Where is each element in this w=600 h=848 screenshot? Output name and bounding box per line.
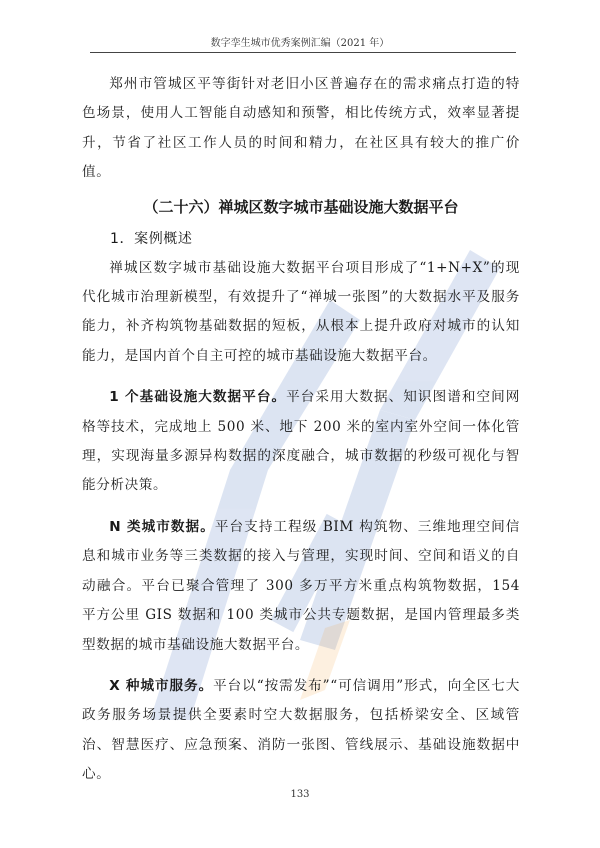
overview-paragraph: 禅城区数字城市基础设施大数据平台项目形成了“1+N+X”的现代化城市治理新模型，有效提升了“禅城一张图”的大数据水平及服务能力，补齐构筑物基础数据的短板，从根本上提升政府对城市的认知能力，是国内首个自主可控的城市基础设施大数据平台。 [82, 259, 520, 364]
platform-paragraph [82, 383, 520, 501]
subsection-title: 1．案例概述 [110, 230, 193, 247]
service-paragraph [82, 672, 520, 790]
running-header: 数字孪生城市优秀案例汇编（2021 年） [210, 38, 390, 49]
page-number: 133 [290, 789, 310, 800]
service-lead: X 种城市服务。 [109, 677, 214, 694]
data-paragraph [82, 513, 520, 660]
header-rule [90, 52, 516, 53]
section-title: （二十六）禅城区数字城市基础设施大数据平台 [143, 197, 459, 216]
data-lead: N 类城市数据。 [109, 518, 215, 535]
service-text: 平台以“按需发布”“可信调用”形式，向全区七大政务服务场景提供全要素时空大数据服务，包括桥梁安全、区域管治、智慧医疗、应急预案、消防一张图、管线展示、基础设施数据中心。 [82, 677, 520, 783]
platform-lead: 1 个基础设施大数据平台。 [109, 389, 287, 406]
data-text: 平台支持工程级 BIM 构筑物、三维地理空间信息和城市业务等三类数据的接入与管理，实现时间、空间和语义的自动融合。平台已聚合管理了 300 多万平方米重点构筑物数据，154 平方公里 GIS 数据和 100 类城市公共专题数据，是国内管理最多类型数据的城市基础设施大数据平台。 [82, 518, 520, 653]
page-content [82, 70, 520, 790]
intro-paragraph: 郑州市管城区平等街针对老旧小区普遍存在的需求痛点打造的特色场景，使用人工智能自动感知和预警，相比传统方式，效率显著提升，节省了社区工作人员的时间和精力，在社区具有较大的推广价值。 [82, 76, 520, 181]
platform-text: 平台采用大数据、知识图谱和空间网格等技术，完成地上 500 米、地下 200 米的室内室外空间一体化管理，实现海量多源异构数据的深度融合，城市数据的秒级可视化与智能分析决策。 [82, 389, 520, 494]
